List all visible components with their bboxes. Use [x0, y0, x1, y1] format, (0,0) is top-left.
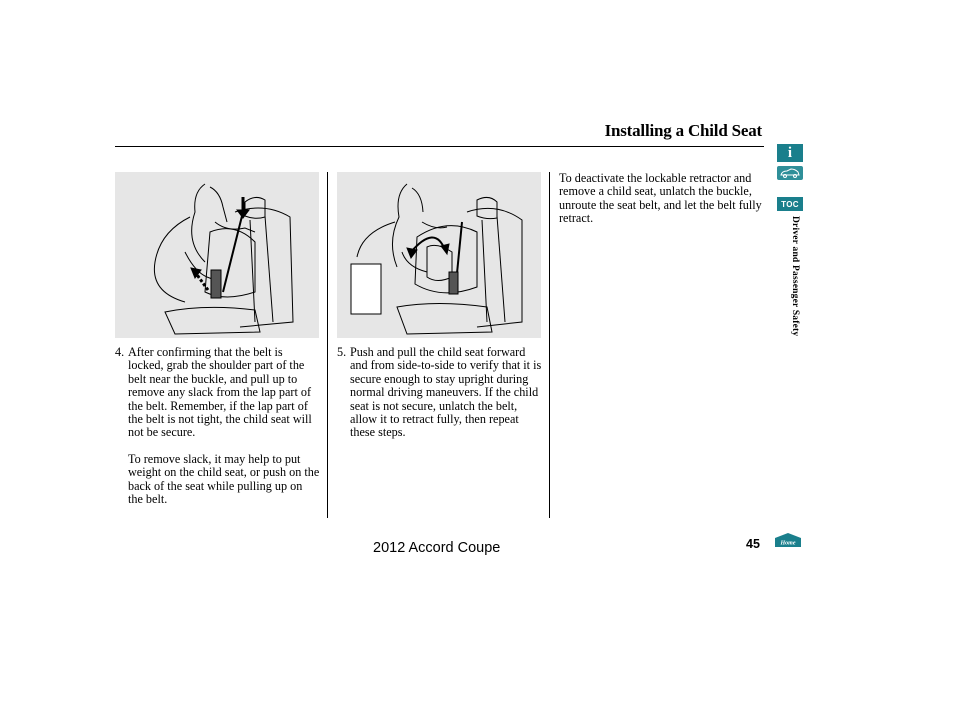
header-rule [115, 146, 764, 147]
section-label: Driver and Passenger Safety [790, 216, 800, 337]
column-divider [327, 172, 328, 518]
toc-button[interactable] [777, 197, 803, 211]
step-text: After confirming that the belt is locked, grab the shoulder part of the belt near the buckle, and pull up to remove any slack from the lap part of the belt. Remember, if the lap part of the belt is not tight, the child seat will not be secure. [128, 345, 312, 440]
step-4 [115, 346, 320, 506]
step-note: To remove slack, it may help to put weight on the child seat, or push on the back of the seat while pulling up on the belt. [128, 451, 320, 507]
column-divider [549, 172, 550, 518]
step-number: 4. [115, 345, 125, 359]
step-5 [337, 346, 543, 440]
info-button[interactable] [777, 144, 803, 162]
page-number: 45 [746, 537, 760, 551]
model-name: 2012 Accord Coupe [373, 540, 501, 556]
illustration-check-seat [337, 172, 541, 338]
step-text: Push and pull the child seat forward and from side-to-side to verify that it is secure enough to stay upright during normal driving maneuvers. If the child seat is not secure, unlatch the belt, allow it to retract fully, then repeat these steps. [350, 345, 542, 440]
home-label: Home [780, 540, 796, 547]
deactivate-paragraph [559, 172, 763, 226]
step-number: 5. [337, 345, 347, 359]
illustration-tighten-belt [115, 172, 319, 338]
home-button[interactable] [774, 532, 802, 548]
paragraph-text: To deactivate the lockable retractor and remove a child seat, unlatch the buckle, unroute the seat belt, and let the belt fully retract. [559, 171, 762, 226]
info-icon: i [787, 144, 793, 161]
toc-label: TOC [781, 199, 799, 209]
page-title: Installing a Child Seat [604, 121, 762, 140]
car-button[interactable] [777, 166, 803, 180]
car-icon [779, 168, 801, 178]
